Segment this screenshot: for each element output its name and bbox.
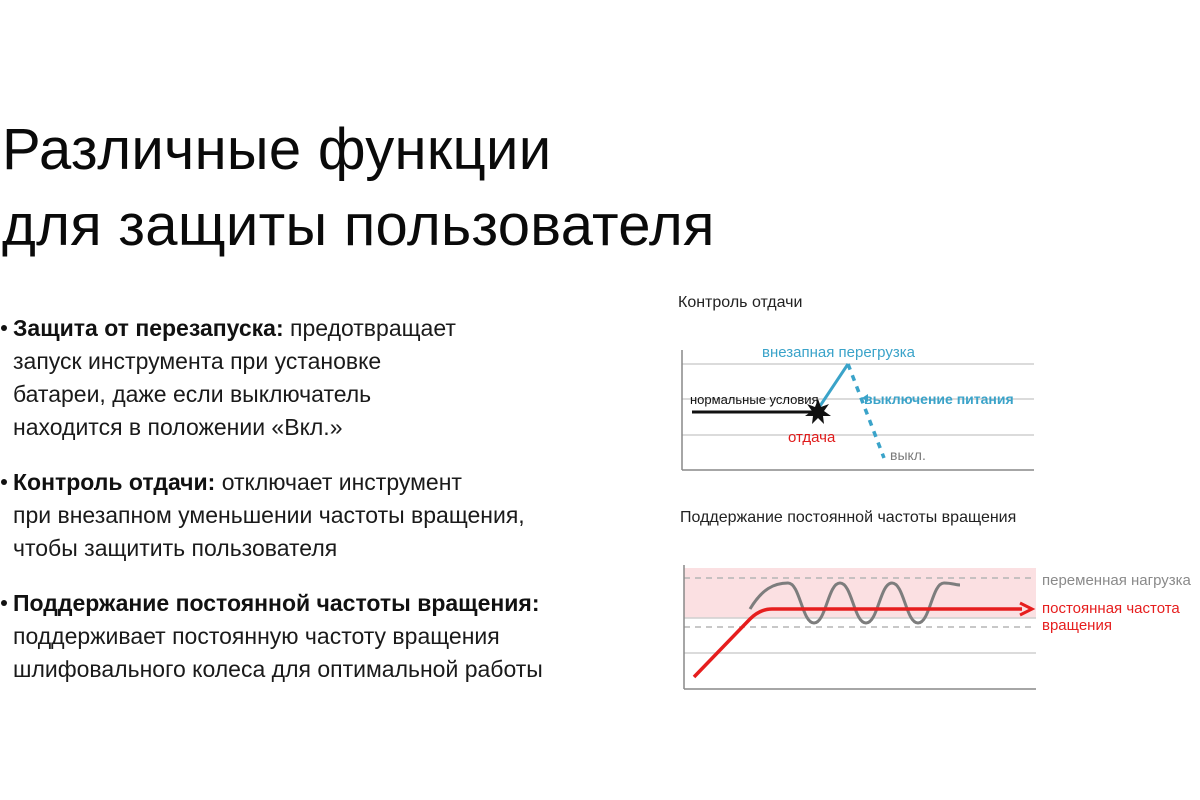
feature-constant-speed xyxy=(0,587,660,686)
label-overload: внезапная перегрузка xyxy=(762,344,915,361)
feature-first-line xyxy=(13,587,660,620)
page-title-line-1: Различные функции xyxy=(2,117,552,182)
feature-text-line: батареи, даже если выключатель xyxy=(13,381,372,407)
feature-text-line: находится в положении «Вкл.» xyxy=(13,414,343,440)
bullet-dot-icon xyxy=(1,325,7,331)
feature-term: Защита от перезапуска: xyxy=(13,315,284,341)
feature-text-line: при внезапном уменьшении частоты вращения, xyxy=(13,502,525,528)
label-variable-load: переменная нагрузка xyxy=(1042,572,1191,589)
feature-term: Поддержание постоянной частоты вращения: xyxy=(13,590,540,616)
label-normal-conditions: нормальные условия xyxy=(690,392,819,407)
bullet-dot-icon xyxy=(1,479,7,485)
label-constant-speed-line-1: постоянная частота xyxy=(1042,600,1180,617)
kickback-diagram-svg xyxy=(678,312,1038,480)
feature-first-line xyxy=(13,312,660,345)
feature-text: предотвращает xyxy=(283,315,456,341)
kickback-diagram xyxy=(678,294,1038,480)
constant-speed-diagram-title: Поддержание постоянной частоты вращения xyxy=(680,509,1017,526)
feature-kickback-control xyxy=(0,466,660,565)
feature-text-line: поддерживает постоянную частоту вращения xyxy=(13,623,500,649)
constant-speed-line xyxy=(694,609,1022,677)
label-kickback: отдача xyxy=(788,429,836,446)
page-title-line-2: для защиты пользователя xyxy=(2,193,715,258)
label-constant-speed-line-2: вращения xyxy=(1042,617,1112,634)
feature-restart-protection xyxy=(0,312,660,444)
feature-text-line: запуск инструмента при установке xyxy=(13,348,382,374)
feature-text: отключает инструмент xyxy=(215,469,462,495)
kickback-diagram-title: Контроль отдачи xyxy=(678,294,803,311)
feature-first-line xyxy=(13,466,660,499)
constant-speed-diagram-svg xyxy=(680,527,1190,693)
overload-rise-line xyxy=(816,364,848,412)
constant-speed-diagram xyxy=(680,509,1190,693)
page-title xyxy=(2,112,715,264)
label-off: выкл. xyxy=(890,447,926,463)
feature-list xyxy=(0,312,660,708)
feature-text-line: шлифовального колеса для оптимальной работы xyxy=(13,656,543,682)
bullet-dot-icon xyxy=(1,600,7,606)
feature-text-line: чтобы защитить пользователя xyxy=(13,535,338,561)
power-off-dashed-line xyxy=(848,364,884,458)
feature-term: Контроль отдачи: xyxy=(13,469,216,495)
label-power-off: выключение питания xyxy=(864,391,1014,407)
